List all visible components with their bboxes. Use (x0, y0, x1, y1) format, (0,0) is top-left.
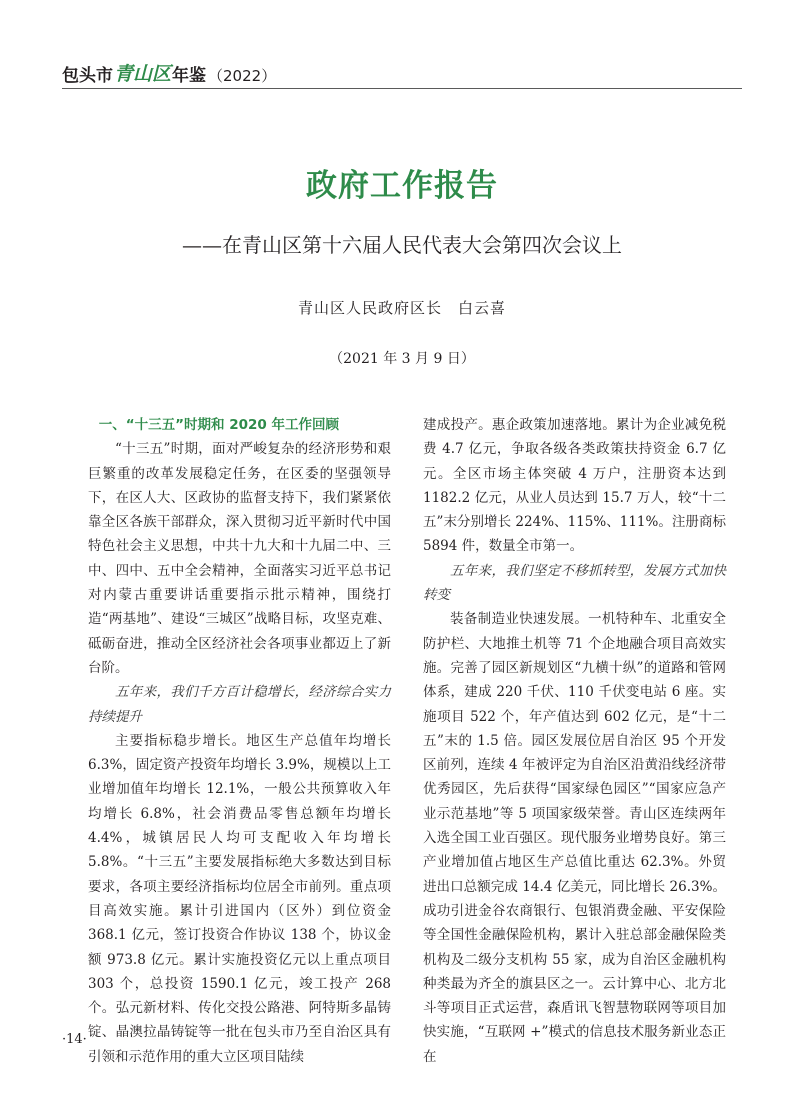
section-heading: 一、“十三五”时期和 2020 年工作回顾 (98, 417, 340, 433)
author-line: 青山区人民政府区长 白云喜 (297, 299, 506, 317)
header-prefix: 包头市 (62, 66, 113, 86)
running-header (62, 60, 276, 86)
right-column (423, 413, 726, 1069)
header-suffix: 年鉴 (172, 66, 207, 86)
paragraph-manufacturing: 装备制造业快速发展。一机特种车、北重安全防护栏、大地推土机等 71 个企地融合项目高效实施。完善了园区新规划区“九横十纵”的道路和管网体系，建成 220 千伏、110 千伏变电站 6 座。实施项目 522 个，年产值达到 602 亿元，是“十二五”末的 1.5 倍。园区发展位居自治区 95 个开发区前列，连续 4 年被评定为自治区沿黄沿线经济带优秀园区，先后获得“国家绿色园区”“国家应急产业示范基地”等 5 项国家级荣誉。青山区连续两年入选全国工业百强区。现代服务业增势良好。第三产业增加值占地区生产总值比重达 62.3%。外贸进出口总额完成 14.4 亿美元，同比增长 26.3%。成功引进金谷农商银行、包银消费金融、平安保险等全国性金融保险机构，累计入驻总部金融保险类机构及二级分支机构 55 家，成为自治区金融机构种类最为齐全的旗县区之一。云计算中心、北方北斗等项目正式运营，森盾讯飞智慧物联网等项目加快实施，“互联网 +”模式的信息技术服务新业态正在 (423, 611, 726, 1065)
subheading-transformation: 五年来，我们坚定不移抓转型，发展方式加快转变 (423, 562, 726, 604)
subheading-growth: 五年来，我们千方百计稳增长，经济综合实力持续提升 (88, 684, 391, 725)
paragraph-intro: “十三五”时期，面对严峻复杂的经济形势和艰巨繁重的改革发展稳定任务，在区委的坚强领导下，在区人大、区政协的监督支持下，我们紧紧依靠全区各族干部群众，深入贯彻习近平新时代中国特色社会主义思想，中共十九大和十九届二中、三中、四中、五中全会精神，全面落实习近平总书记对内蒙古重要讲话重要指示批示精神，围绕打造“两基地”、建设“三城区”战略目标，攻坚克难、砥砺奋进，推动全区经济社会各项事业都迈上了新台阶。 (88, 441, 391, 676)
header-year: （2022） (208, 67, 277, 85)
page-subtitle: ——在青山区第十六届人民代表大会第四次会议上 (182, 233, 622, 257)
page-title: 政府工作报告 (306, 168, 498, 204)
header-rule (62, 88, 742, 89)
left-column (88, 413, 391, 1069)
page-number: ·14· (62, 1032, 87, 1047)
paragraph-indicators: 主要指标稳步增长。地区生产总值年均增长 6.3%，固定资产投资年均增长 3.9%，规模以上工业增加值年均增长 12.1%，一般公共预算收入年均增长 6.8%，社会消费品零售总额年均增长 4.4%，城镇居民人均可支配收入年均增长 5.8%。“十三五”主要发展指标绝大多数达到目标要求，各项主要经济指标均位居全市前列。重点项目高效实施。累计引进国内（区外）到位资金 368.1 亿元，签订投资合作协议 138 个，协议金额 973.8 亿元。累计实施投资亿元以上重点项目 303 个，总投资 1590.1 亿元，竣工投产 268 个。弘元新材料、传化交投公路港、阿特斯多晶铸锭、晶澳拉晶铸锭等一批在包头市乃至自治区具有引领和示范作用的重大立区项目陆续 (88, 732, 391, 1065)
header-brand: 青山区 (114, 63, 172, 85)
date-line: （2021 年 3 月 9 日） (329, 351, 475, 367)
paragraph-continued: 建成投产。惠企政策加速落地。累计为企业减免税费 4.7 亿元，争取各级各类政策扶持资金 6.7 亿元。全区市场主体突破 4 万户，注册资本达到 1182.2 亿元，从业人员达到 15.7 万人，较“十二五”末分别增长 224%、115%、111%。注册商标 5894 件，数量全市第一。 (423, 417, 726, 555)
